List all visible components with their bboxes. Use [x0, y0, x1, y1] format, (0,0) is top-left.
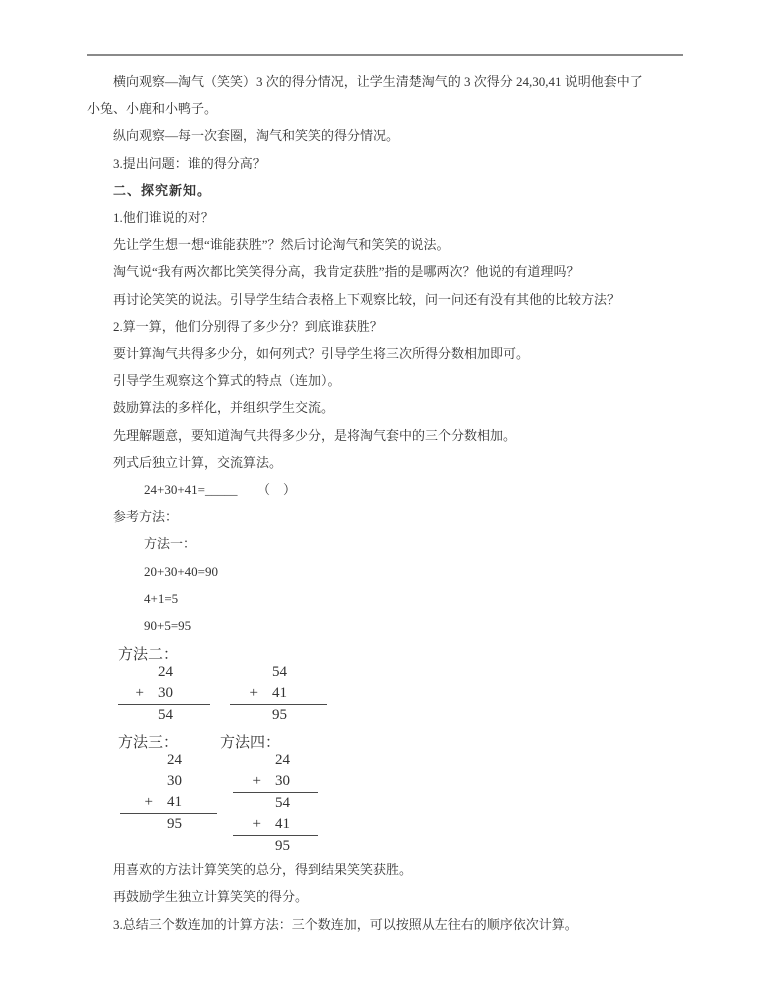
- method-three-label: 方法三：: [118, 735, 179, 751]
- text-line: 3.总结三个数连加的计算方法：三个数连加，可以按照从左往右的顺序依次计算。: [113, 916, 578, 932]
- lesson-plan-body: [87, 68, 727, 639]
- text-line: 鼓励算法的多样化，并组织学生交流。: [113, 400, 335, 416]
- text-line: 参考方法：: [113, 509, 179, 525]
- stack-row-addend: [230, 683, 327, 705]
- plus-sign: +: [249, 685, 258, 701]
- stack-number: 41: [272, 685, 287, 701]
- horizontal-rule: [87, 54, 683, 56]
- method-four-label: 方法四：: [220, 735, 281, 751]
- lesson-plan-footer: [87, 856, 727, 938]
- stack-row-addend: [233, 814, 318, 836]
- stack-row-sum: [230, 705, 327, 726]
- text-line: 引导学生观察这个算式的特点（连加）。: [113, 373, 341, 389]
- stack-number: 95: [167, 816, 182, 832]
- stack-number: 95: [275, 838, 290, 854]
- plus-sign: +: [252, 816, 261, 832]
- column-addition-m2-left: [118, 662, 210, 726]
- formula-line: 90+5=95: [144, 618, 192, 634]
- stack-row-addend: [118, 683, 210, 705]
- stack-number: 24: [275, 752, 290, 768]
- stack-number: 54: [158, 707, 173, 723]
- text-line: 列式后独立计算，交流算法。: [113, 454, 283, 470]
- text-line: 小兔、小鹿和小鸭子。: [87, 101, 218, 117]
- equation-line: 24+30+41=_____ （ ）: [144, 482, 296, 498]
- text-line: 1.他们谁说的对？: [113, 210, 214, 226]
- stack-number: 30: [167, 773, 182, 789]
- plus-sign: +: [144, 794, 153, 810]
- stack-row: [230, 662, 327, 683]
- text-line: 淘气说“我有两次都比笑笑得分高，我肯定获胜”指的是哪两次？他说的有道理吗？: [113, 264, 580, 280]
- text-line: 要计算淘气共得多少分，如何列式？引导学生将三次所得分数相加即可。: [113, 346, 530, 362]
- stack-row: [118, 662, 210, 683]
- stack-row-addend: [120, 792, 217, 814]
- stack-row-sum: [233, 836, 318, 857]
- stack-number: 24: [158, 664, 173, 680]
- plus-sign: +: [135, 685, 144, 701]
- text-line: 3.提出问题：谁的得分高？: [113, 155, 266, 171]
- stack-number: 30: [275, 773, 290, 789]
- formula-line: 4+1=5: [144, 590, 179, 606]
- text-line: 再讨论笑笑的说法。引导学生结合表格上下观察比较，问一问还有没有其他的比较方法？: [113, 291, 621, 307]
- plus-sign: +: [252, 773, 261, 789]
- column-addition-m4: [233, 750, 318, 857]
- stack-row: [120, 750, 217, 771]
- stack-number: 41: [275, 816, 290, 832]
- formula-line: 20+30+40=90: [144, 563, 218, 579]
- stack-number: 54: [272, 664, 287, 680]
- stack-number: 95: [272, 707, 287, 723]
- text-line: 2.算一算，他们分别得了多少分？到底谁获胜？: [113, 318, 383, 334]
- stack-row-addend: [233, 771, 318, 793]
- stack-number: 41: [167, 794, 182, 810]
- stack-number: 24: [167, 752, 182, 768]
- text-line: 横向观察—淘气（笑笑）3 次的得分情况，让学生清楚淘气的 3 次得分 24,30,41 说明他套中了: [113, 74, 643, 89]
- method-two-label: 方法二：: [118, 647, 179, 663]
- text-line: 纵向观察—每一次套圈，淘气和笑笑的得分情况。: [113, 128, 400, 144]
- stack-number: 54: [275, 795, 290, 811]
- stack-row: [120, 771, 217, 792]
- stack-row-sum: [120, 814, 217, 835]
- text-line: 先让学生想一想“谁能获胜”？然后讨论淘气和笑笑的说法。: [113, 237, 450, 253]
- section-heading: 二、探究新知。: [113, 182, 212, 198]
- text-line: 先理解题意，要知道淘气共得多少分，是将淘气套中的三个分数相加。: [113, 427, 517, 443]
- column-addition-m2-right: [230, 662, 327, 726]
- stack-row: [233, 750, 318, 771]
- column-addition-m3: [120, 750, 217, 835]
- method-one-label: 方法一：: [144, 536, 197, 552]
- stack-number: 30: [158, 685, 173, 701]
- text-line: 再鼓励学生独立计算笑笑的得分。: [113, 889, 309, 905]
- stack-row-subtotal: [233, 793, 318, 814]
- text-line: 用喜欢的方法计算笑笑的总分，得到结果笑笑获胜。: [113, 862, 413, 877]
- stack-row-sum: [118, 705, 210, 726]
